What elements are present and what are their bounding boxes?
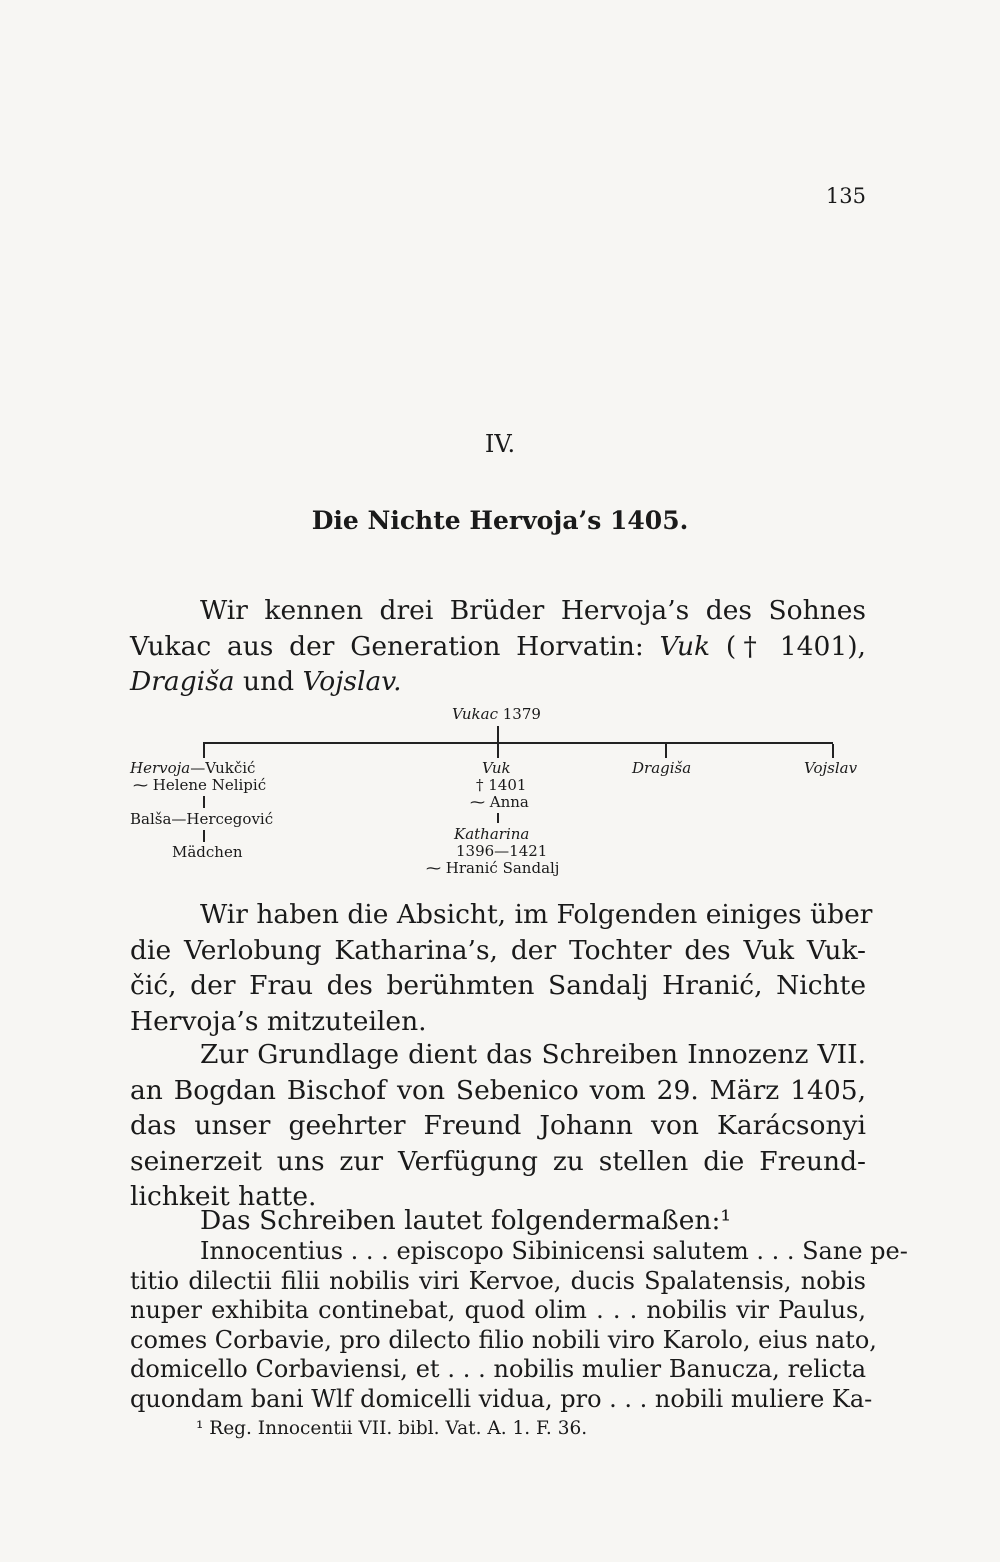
section-numeral: IV. [484, 430, 516, 458]
tree-connector [203, 796, 205, 808]
text-line: Zur Grundlage dient das Schreiben Innozenz VII. [200, 1039, 866, 1070]
tree-connector [665, 744, 667, 758]
text-line: Wir kennen drei Brüder Hervoja’s des Sohnes [200, 595, 866, 626]
text-line: das unser geehrter Freund Johann von Karácsonyi [130, 1110, 866, 1141]
quote-line: nuper exhibita continebat, quod olim . . . nobilis vir Paulus, [130, 1296, 866, 1324]
text-line: Das Schreiben lautet folgendermaßen:¹ [200, 1205, 732, 1236]
tree-balsa: Balša—Hercegović [130, 810, 274, 828]
body-paragraph-3 [130, 1203, 866, 1239]
tree-connector [203, 742, 833, 744]
quote-line: titio dilectii filii nobilis viri Kervoe, ducis Spalatensis, nobis [130, 1266, 866, 1295]
tree-hervoja-surname: —Vukčić [190, 759, 256, 777]
page-number: 135 [825, 184, 866, 208]
tree-connector [203, 830, 205, 842]
text-line: Hervoja’s mitzuteilen. [130, 1005, 427, 1037]
tree-root-name: Vukac [452, 705, 498, 723]
quote-line: quondam bani Wlf domicelli vidua, pro . . . nobili muliere Ka- [130, 1384, 873, 1413]
name-vojslav: Vojslav. [302, 666, 402, 697]
text-fragment: und [243, 666, 295, 697]
text-fragment: († 1401), [725, 630, 866, 662]
footnote: ¹ Reg. Innocentii VII. bibl. Vat. A. 1. F. 36. [196, 1418, 588, 1439]
latin-quotation [130, 1237, 908, 1414]
quote-line: comes Corbavie, pro dilecto filio nobili viro Karolo, eius nato, [130, 1325, 877, 1354]
quote-line: domicello Corbaviensi, et . . . nobilis mulier Banucza, relicta [130, 1355, 866, 1383]
tree-root [452, 705, 541, 723]
text-line: Wir haben die Absicht, im Folgenden einiges über [200, 899, 873, 930]
chapter-title: Die Nichte Hervoja’s 1405. [311, 506, 689, 535]
tree-katharina-years: 1396—1421 [456, 842, 548, 860]
quote-line: Innocentius . . . episcopo Sibinicensi salutem . . . Sane pe- [200, 1237, 908, 1265]
body-paragraph-2 [130, 1037, 866, 1215]
tree-dragisa: Dragiša [632, 759, 692, 777]
text-line: čić, der Frau des berühmten Sandalj Hranić, Nichte [130, 970, 866, 1001]
text-line: an Bogdan Bischof von Sebenico vom 29. März 1405, [130, 1074, 866, 1106]
tree-anna: ⁓ Anna [470, 793, 529, 811]
text-line: seinerzeit uns zur Verfügung zu stellen die Freund- [130, 1145, 866, 1177]
tree-connector [497, 726, 499, 742]
tree-connector [497, 744, 499, 758]
text-line: die Verlobung Katharina’s, der Tochter des Vuk Vuk- [130, 934, 866, 966]
text-line: lichkeit hatte. [130, 1181, 317, 1212]
tree-vuk-year: † 1401 [476, 776, 527, 794]
tree-katharina: Katharina [454, 825, 530, 843]
tree-sandalj: ⁓ Hranić Sandalj [426, 859, 560, 877]
tree-hervoja [130, 759, 255, 777]
tree-vuk: Vuk [482, 759, 511, 777]
tree-root-year: 1379 [502, 705, 541, 723]
tree-connector [832, 744, 834, 758]
text-fragment: Vukac aus der Generation Horvatin: [130, 630, 644, 662]
tree-connector [203, 744, 205, 758]
name-vuk: Vuk [659, 630, 711, 662]
tree-helene: ⁓ Helene Nelipić [133, 776, 267, 794]
tree-madchen: Mädchen [172, 843, 243, 861]
name-dragisa: Dragiša [130, 666, 235, 697]
tree-connector [497, 813, 499, 823]
body-paragraph-1 [130, 897, 873, 1039]
tree-hervoja-name: Hervoja [130, 759, 191, 777]
tree-vojslav: Vojslav [804, 759, 858, 777]
